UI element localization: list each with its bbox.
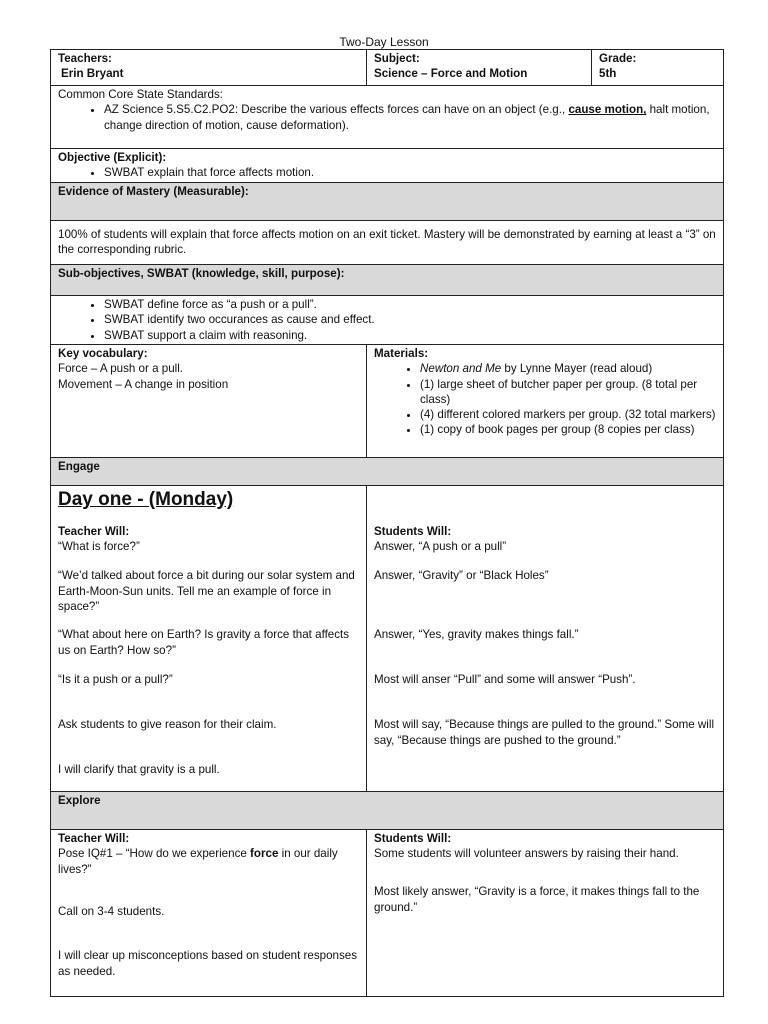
standard-item	[104, 102, 716, 133]
standards-cell	[51, 86, 724, 149]
subobjectives-label: Sub-objectives, SWBAT (knowledge, skill, purpose):	[51, 265, 724, 296]
explore-student-response: Some students will volunteer answers by raising their hand.	[374, 847, 679, 861]
standards-list	[58, 102, 716, 133]
materials-item: • (1) large sheet of butcher paper per group. (8 total per class)	[420, 377, 716, 408]
vocabulary-label: Key vocabulary:	[58, 347, 148, 360]
materials-item: • (4) different colored markers per group. (32 total markers)	[420, 407, 716, 422]
engage-teacher-step: I will clarify that gravity is a pull.	[58, 763, 220, 777]
objective-item: • SWBAT explain that force affects motion.	[104, 165, 716, 180]
evidence-text: 100% of students will explain that force affects motion on an exit ticket. Mastery will be demonstrated by earning at least a “3” on the corresponding rubric.	[51, 221, 724, 265]
explore-teacher-step: I will clear up misconceptions based on student responses as needed.	[58, 949, 358, 978]
engage-student-response: Most will anser “Pull” and some will answer “Push”.	[374, 673, 636, 687]
teacher-name: Erin Bryant	[61, 67, 124, 81]
materials-label: Materials:	[374, 347, 429, 360]
engage-teacher-step: “Is it a push or a pull?”	[58, 673, 173, 687]
students-will-label: Students Will:	[374, 832, 452, 845]
vocabulary-item: Movement – A change in position	[58, 377, 229, 391]
evidence-label: Evidence of Mastery (Measurable):	[51, 183, 724, 221]
teachers-label: Teachers:	[58, 52, 112, 65]
subobjective-item: • SWBAT support a claim with reasoning.	[104, 328, 716, 343]
vocab-materials-row	[51, 345, 724, 458]
document-title: Two-Day Lesson	[339, 35, 429, 49]
engage-label: Engage	[51, 458, 724, 486]
explore-teacher-cell	[51, 830, 367, 997]
subobjective-item: • SWBAT identify two occurances as cause and effect.	[104, 312, 716, 327]
grade-cell	[592, 50, 724, 86]
inquiry-question-post: in our daily lives?”	[58, 847, 338, 876]
grade-value: 5th	[599, 67, 617, 81]
inquiry-question-bold: force	[250, 847, 279, 861]
subobjectives-cell	[51, 296, 724, 345]
engage-student-response: Answer, “A push or a pull”	[374, 540, 507, 554]
objective-cell	[51, 149, 724, 183]
engage-header-row	[51, 458, 724, 486]
standards-label: Common Core State Standards:	[58, 88, 223, 101]
day-title: Day one - (Monday)	[58, 489, 234, 510]
standard-emphasis: cause motion,	[568, 103, 647, 117]
standards-row	[51, 86, 724, 149]
book-title: Newton and Me	[420, 362, 502, 376]
objective-label: Objective (Explicit):	[58, 151, 167, 164]
evidence-row	[51, 221, 724, 265]
evidence-header-row	[51, 183, 724, 221]
vocabulary-cell	[51, 345, 367, 458]
engage-teacher-step: “What is force?”	[58, 540, 140, 554]
engage-student-response: Answer, “Yes, gravity makes things fall.”	[374, 628, 579, 642]
engage-students-cell	[367, 486, 724, 792]
objective-row	[51, 149, 724, 183]
subject-value: Science – Force and Motion	[374, 67, 528, 81]
standard-text-post: halt motion, change direction of motion, cause deformation).	[104, 103, 710, 132]
engage-student-response: Most will say, “Because things are pulled to the ground.” Some will say, “Because things are pushed to the ground.”	[374, 718, 715, 747]
subobjectives-header-row	[51, 265, 724, 296]
engage-student-response: Answer, “Gravity” or “Black Holes”	[374, 569, 549, 583]
grade-label: Grade:	[599, 52, 637, 65]
engage-row	[51, 486, 724, 792]
book-author: by Lynne Mayer (read aloud)	[501, 362, 653, 376]
students-will-label: Students Will:	[374, 525, 452, 538]
materials-cell	[367, 345, 724, 458]
standard-text-pre: AZ Science 5.S5.C2.PO2: Describe the various effects forces can have on an object (e.g.,	[104, 103, 569, 117]
teacher-will-label: Teacher Will:	[58, 525, 130, 538]
engage-teacher-cell	[51, 486, 367, 792]
explore-student-response: Most likely answer, “Gravity is a force, it makes things fall to the ground.”	[374, 885, 700, 914]
explore-header-row	[51, 792, 724, 830]
lesson-plan-table	[50, 49, 724, 997]
engage-teacher-step: “What about here on Earth? Is gravity a force that affects us on Earth? How so?”	[58, 628, 350, 657]
explore-teacher-step: Call on 3-4 students.	[58, 905, 165, 919]
vocabulary-item: Force – A push or a pull.	[58, 362, 184, 376]
subject-label: Subject:	[374, 52, 420, 65]
subobjective-item: • SWBAT define force as “a push or a pull”.	[104, 297, 716, 312]
materials-list	[374, 361, 716, 437]
subject-cell	[367, 50, 592, 86]
header-row	[51, 50, 724, 86]
engage-teacher-step: “We’d talked about force a bit during our solar system and Earth-Moon-Sun units. Tell me an example of force in space?”	[58, 569, 355, 613]
explore-row	[51, 830, 724, 997]
explore-students-cell	[367, 830, 724, 997]
inquiry-question-pre: Pose IQ#1 – “How do we experience	[58, 847, 251, 861]
teacher-will-label: Teacher Will:	[58, 832, 130, 845]
explore-label: Explore	[51, 792, 724, 830]
objective-list	[58, 165, 716, 180]
engage-teacher-step: Ask students to give reason for their claim.	[58, 718, 277, 732]
explore-teacher-step	[58, 846, 359, 904]
materials-item: • (1) copy of book pages per group (8 copies per class)	[420, 422, 716, 437]
teachers-cell	[51, 50, 367, 86]
subobjectives-row	[51, 296, 724, 345]
materials-item	[420, 361, 716, 376]
subobjectives-list	[58, 297, 716, 343]
